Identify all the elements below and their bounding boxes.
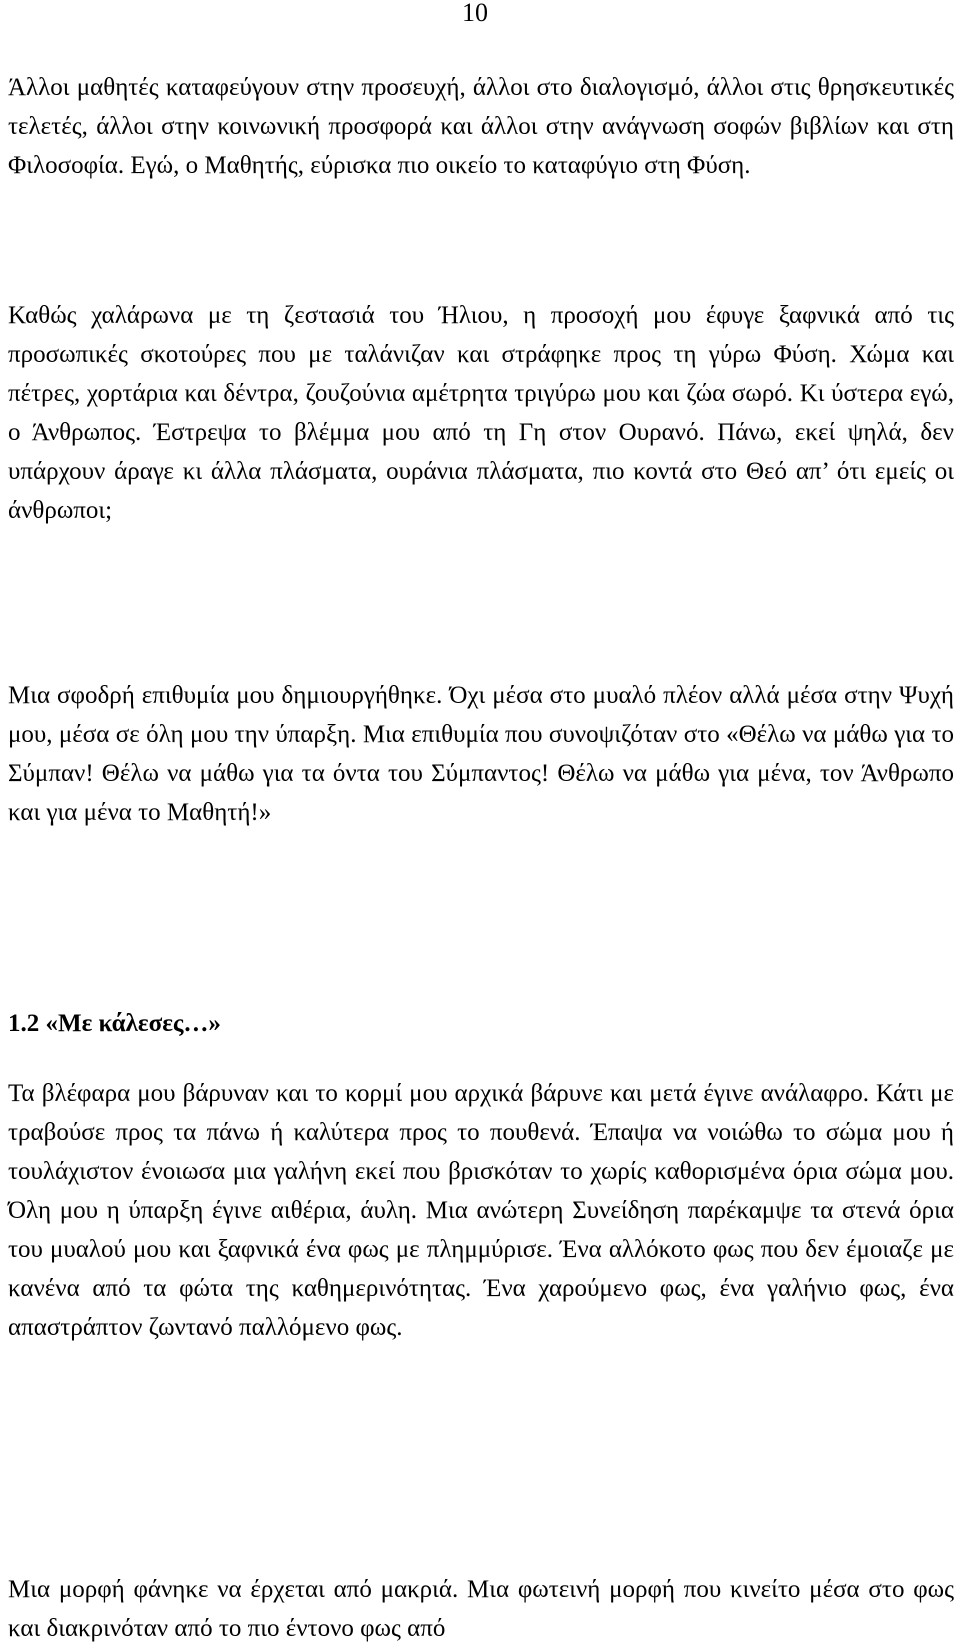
page-number: 10: [462, 0, 488, 27]
paragraph-desire: Μια σφοδρή επιθυμία μου δημιουργήθηκε. Όχι μέσα στο μυαλό πλέον αλλά μέσα στην Ψυχή μου, μέσα σε όλη μου την ύπαρξη. Μια επιθυμία που συνοψιζόταν στο «Θέλω να μάθω για το Σύμπαν! Θέλω να μάθω για τα όντα του Σύμπαντος! Θέλω να μάθω για μένα, τον Άνθρωπο και για μένα το Μαθητή!»: [8, 682, 954, 826]
paragraph-refuge: Άλλοι μαθητές καταφεύγουν στην προσευχή, άλλοι στο διαλογισμό, άλλοι στις θρησκευτικές τελετές, άλλοι στην κοινωνική προσφορά και άλλοι στην ανάγνωση σοφών βιβλίων και στη Φιλοσοφία. Εγώ, ο Μαθητής, εύρισκα πιο οικείο το καταφύγιο στη Φύση.: [8, 74, 954, 179]
paragraph-light: Τα βλέφαρα μου βάρυναν και το κορμί μου αρχικά βάρυνε και μετά έγινε ανάλαφρο. Κάτι με τραβούσε προς τα πάνω ή καλύτερα προς το πουθενά. Έπαψα να νοιώθω το σώμα μου ή τουλάχιστον ένοιωσα μια γαλήνη εκεί που βρισκόταν το χωρίς καθορισμένα όρια σώμα μου. Όλη μου η ύπαρξη έγινε αιθέρια, άυλη. Μια ανώτερη Συνείδηση παρέκαμψε τα στενά όρια του μυαλού μου και ξαφνικά ένα φως με πλημμύρισε. Ένα αλλόκοτο φως που δεν έμοιαζε με κανένα από τα φώτα της καθημερινότητας. Ένα χαρούμενο φως, ένα γαλήνιο φως, ένα απαστράπτον ζωντανό παλλόμενο φως.: [8, 1080, 954, 1341]
section-heading: 1.2 «Με κάλεσες…»: [8, 1010, 221, 1037]
paragraph-figure: Μια μορφή φάνηκε να έρχεται από μακριά. Μια φωτεινή μορφή που κινείτο μέσα στο φως και διακρινόταν από το πιο έντονο φως από: [8, 1576, 954, 1642]
paragraph-sun-nature: Καθώς χαλάρωνα με τη ζεστασιά του Ήλιου, η προσοχή μου έφυγε ξαφνικά από τις προσωπικές σκοτούρες που με ταλάνιζαν και στράφηκε προς τη γύρω Φύση. Χώμα και πέτρες, χορτάρια και δέντρα, ζουζούνια αμέτρητα τριγύρω μου και ζώα σωρό. Κι ύστερα εγώ, ο Άνθρωπος. Έστρεψα το βλέμμα μου από τη Γη στον Ουρανό. Πάνω, εκεί ψηλά, δεν υπάρχουν άραγε κι άλλα πλάσματα, ουράνια πλάσματα, πιο κοντά στο Θεό απ’ ότι εμείς οι άνθρωποι;: [8, 302, 954, 524]
